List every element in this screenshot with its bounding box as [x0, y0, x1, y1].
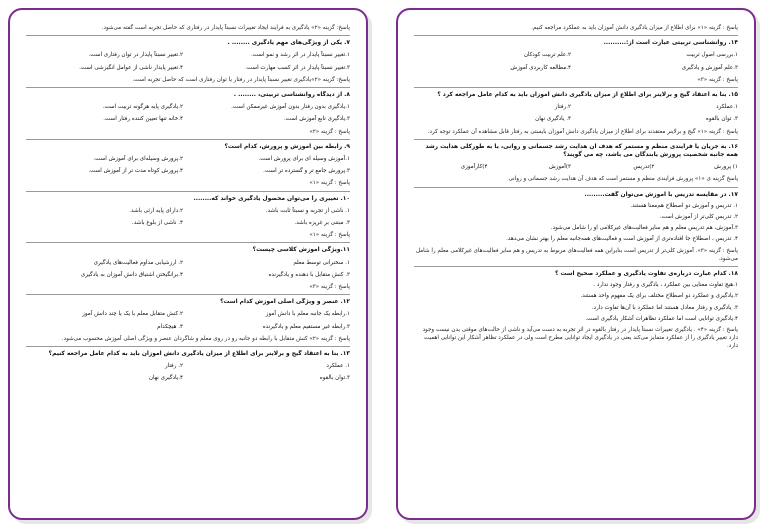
question-title: ۱۵. بنا به اعتقاد گیج و برلاینر برای اطلاع از میزان یادگیری دانش آموزان باید به کدام عامل مراجعه کرد ؟ [437, 92, 738, 99]
divider [26, 87, 350, 88]
option[interactable]: ۲. تدریس کلی‌تر از آموزش است. [659, 214, 738, 221]
divider [26, 191, 350, 192]
question-title: ۸. از دیدگاه روانشناسی تربیتی، ........ . [233, 92, 350, 99]
divider [26, 242, 350, 243]
option[interactable]: ۱. سخنرانی توسط معلم [293, 259, 350, 266]
question-title: ۷. یکی از ویژگی‌های مهم یادگیری ........ . [227, 40, 350, 47]
option[interactable]: ۱.عملکرد [716, 104, 738, 111]
option[interactable]: ۳. توان بالقوه [705, 116, 738, 123]
option[interactable]: ۱. ناشی از تجربه و نسبتاً ثابت باشد. [265, 207, 350, 214]
option[interactable]: ۲.رفتار [554, 104, 571, 111]
options-grid [26, 257, 350, 281]
question-title: ۱۴. روانشناسی تربیتی عبارت است از:.......... [603, 40, 738, 47]
option[interactable]: ۴.مطالعه کاربردی آموزش [510, 64, 571, 71]
option[interactable]: ۱.رابطه یک جانبه معلم با دانش آموز [265, 311, 350, 318]
answer: پاسخ : گزینه «۴» . یادگیری تغییرات نسبتاً پایدار در رفتار بالقوه در اثر تجربه به دست می‌آید و ناشی از حالت‌های موقتی بدن نیست وجود دارد تغییر یادگیری را از عملکرد متمایز می‌کند یعنی در یادگیری ایجاد توانایی مطرح است ولی در عملکرد تظاهر آشکار این توانایی اهمیت دارد. [422, 327, 738, 350]
option[interactable]: ۲. ارزشیابی مداوم فعالیت‌های یادگیری [93, 259, 183, 266]
option[interactable]: ۴. یادگیری نهان [535, 116, 571, 123]
question-title: ۹. رابطه بین آموزش و پرورش، کدام است؟ [224, 143, 350, 150]
divider [414, 266, 738, 267]
option[interactable]: ۳. کنش متقابل با دهنده و یادگیرنده [268, 271, 350, 278]
question-title: ۱۶. به جریان یا فرایندی منظم و مستمر که هدف آن هدایت رشد جسمانی و روانی، یا به طورکلی هدایت رشد همه جانبه شخصیت پرورش یابندگان می باشد، چه می گویند؟ [425, 143, 738, 159]
answer: پاسخ : گزینه «۳» [697, 76, 738, 83]
answer: پاسخ : گزینه «۱» گیج و برلاینر معتقدند برای اطلاع از میزان یادگیری دانش آموزان بایستی به رفتار قابل مشاهده آن عملکرد توجه کرد. [427, 128, 738, 135]
left-page-content [26, 24, 350, 506]
answer: پاسخ : گزینه «۲» کنش متقابل با رابطه دو جانبه رو در روی معلم و شاگردان عنصر و ویژگی اصلی آموزش محسوب می‌شود. [61, 335, 350, 342]
question-title: ۱۲. عنصر و ویژگی اصلی آموزش کدام است؟ [220, 299, 350, 306]
option[interactable]: ۳.تغییر نسبتاً پایدار در اثر کسب مهارت است. [245, 64, 350, 71]
divider [414, 35, 738, 36]
divider [414, 139, 738, 140]
options-grid [26, 308, 350, 332]
top-answer: پاسخ : گزینه «۱» برای اطلاع از میزان یادگیری دانش آموزان باید به عملکرد مراجعه کنیم. [531, 25, 738, 31]
option[interactable]: ۲.کنش متقابل معلم با یک یا چند دانش آموز [82, 311, 183, 318]
question-title: ۱۰. تغییری را می‌توان محصول یادگیری خواند که........ [193, 195, 350, 202]
options-grid [26, 360, 350, 384]
options-grid [414, 49, 738, 73]
answer: پاسخ : گزینه «۲» [309, 128, 350, 135]
options-grid [26, 49, 350, 73]
options-list [414, 281, 738, 323]
option[interactable]: ۳.پرورش جامع تر و گسترده تر است. [263, 168, 350, 175]
right-page [396, 8, 756, 520]
options-list [414, 202, 738, 244]
question-title: ۱۱.ویژگی آموزش کلاسی چیست؟ [252, 247, 350, 254]
option[interactable]: ۴.یادگیری توانایی است اما عملکرد تظاهرات آشکار یادگیری است. [585, 315, 738, 322]
option[interactable]: ۱.هیچ تفاوت معنایی بین عملکرد ، یادگیری و رفتار وجود ندارد . [593, 282, 738, 289]
divider [26, 346, 350, 347]
answer: پاسخ : گزینه «۳». آموزش کلی‌تر از تدریس است بنابراین همه فعالیت‌های مربوط به تدریس و هم سایر فعالیت‌های غیرکلامی معلم را شامل می‌شود. [415, 247, 738, 262]
options-grid [26, 205, 350, 229]
option[interactable]: ۱.بررسی اصول تربیت [686, 52, 738, 59]
answer: پاسخ گزینه ی «۱» پرورش فرایندی منظم و مستمر است که هدف آن هدایت رشد جسمانی و روانی [508, 176, 738, 183]
option[interactable]: ۲.پرورش وسیله‌ای برای آموزش است. [93, 156, 183, 163]
answer: پاسخ: گزینه «۲»یادگیری تغییر نسبتاً پایدار در رفتار یا توان رفتاری است که حاصل تجربه است. [132, 76, 350, 83]
question-title: ۱۳. بنا به اعتقاد گیج و برلاینر برای اطلاع از میزان یادگیری دانش آموزان باید به کدام عامل مراجعه کنیم؟ [48, 351, 350, 358]
answer: پاسخ : گزینه «۱» [309, 232, 350, 239]
options-grid [26, 101, 350, 125]
option[interactable]: ۴.تغییر پایدار ناشی از عوامل انگیزشی است. [79, 64, 183, 71]
option[interactable]: ۲.دارای پایه ارثی باشد. [129, 207, 183, 214]
divider [26, 35, 350, 36]
option[interactable]: ۲)تدریس [633, 164, 655, 171]
option[interactable]: ۴. تدریس ، اصطلاح جا افتاده‌تری از آموزش است و فعالیت‌های همه‌جانبه معلم را بهتر نشان می‌دهد. [506, 236, 738, 243]
option[interactable]: ۱.تغییر نسبتاً پایدار در اثر رشد و نمو است. [251, 52, 350, 59]
right-page-content [414, 24, 738, 506]
options-grid [414, 101, 738, 125]
option[interactable]: ۴.پرورش کوتاه مدت تر از آموزش است. [88, 168, 183, 175]
question-title: ۱۸. کدام عبارت درباره‌ی تفاوت یادگیری و عملکرد صحیح است ؟ [555, 271, 738, 278]
question-title: ۱۷. در مقایسه تدریس با آموزش می‌توان گفت......... [584, 191, 738, 198]
divider [26, 139, 350, 140]
divider [414, 87, 738, 88]
answer: پاسخ : گزینه «۳» [309, 284, 350, 291]
answer: پاسخ : گزینه «۱» [309, 180, 350, 187]
option[interactable]: ۴. ناشی از بلوغ باشد. [131, 220, 183, 227]
option[interactable]: ۲.یادگیری و عملکرد دو اصطلاح مختلف برای یک مفهوم واحد هستند. [580, 293, 738, 300]
options-grid [414, 161, 738, 173]
options-grid [26, 153, 350, 177]
option[interactable]: ۳.توان بالقوه [319, 375, 350, 382]
option[interactable]: ۳)آموزش [548, 164, 571, 171]
option[interactable]: ۲. رفتار [164, 363, 183, 370]
divider [414, 187, 738, 188]
option[interactable]: ۴)کارآموزی [460, 164, 488, 171]
option[interactable]: ۴.برانگیختن اشتیاق دانش آموزان به یادگیری [80, 271, 183, 278]
option[interactable]: ۳.یادگیری تابع آموزش است. [284, 116, 350, 123]
left-page [8, 8, 368, 520]
option[interactable]: ۱.یادگیری بدون رفتار بدون آموزش غیرممکن است. [231, 104, 350, 111]
option[interactable]: ۴.خانه تنها تعیین کننده رفتار است. [103, 116, 183, 123]
option[interactable]: ۳.آموزش، هم تدریس معلم و هم سایر فعالیت‌های غیرکلامی او را شامل می‌شود. [550, 225, 738, 232]
divider [26, 294, 350, 295]
option[interactable]: ۳.رابطه غیر مستقیم معلم و یادگیرنده [262, 323, 350, 330]
option[interactable]: ۴.یادگیری نهان [148, 375, 183, 382]
option[interactable]: ۱. تدریس و آموزش دو اصطلاح هم‌معنا هستند. [630, 202, 738, 209]
option[interactable]: ۱.آموزش وسیله ای برای پرورش است. [258, 156, 350, 163]
option[interactable]: ۱. عملکرد [326, 363, 350, 370]
option[interactable]: ۴. هیچکدام [157, 323, 183, 330]
top-answer: پاسخ: گزینه «۲» یادگیری به فرایند ایجاد تغییرات نسبتاً پایدار در رفتاری که حاصل تجربه است گفته می‌شود. [101, 25, 350, 31]
option[interactable]: ۲.تغییر نسبتاً پایدار در توان رفتاری است. [88, 52, 183, 59]
option[interactable]: ۳. یادگیری و رفتار معادل هستند اما عملکرد با آن‌ها تفاوت دارد. [591, 304, 738, 311]
option[interactable]: ۱) پرورش [714, 164, 738, 171]
option[interactable]: ۲.علم تربیت کودکان [523, 52, 571, 59]
option[interactable]: ۳. مبتنی بر غریزه باشد. [294, 220, 350, 227]
option[interactable]: ۳.علم آموزش و یادگیری [681, 64, 738, 71]
option[interactable]: ۲.یادگیری پایه هرگونه تربیت است. [102, 104, 183, 111]
